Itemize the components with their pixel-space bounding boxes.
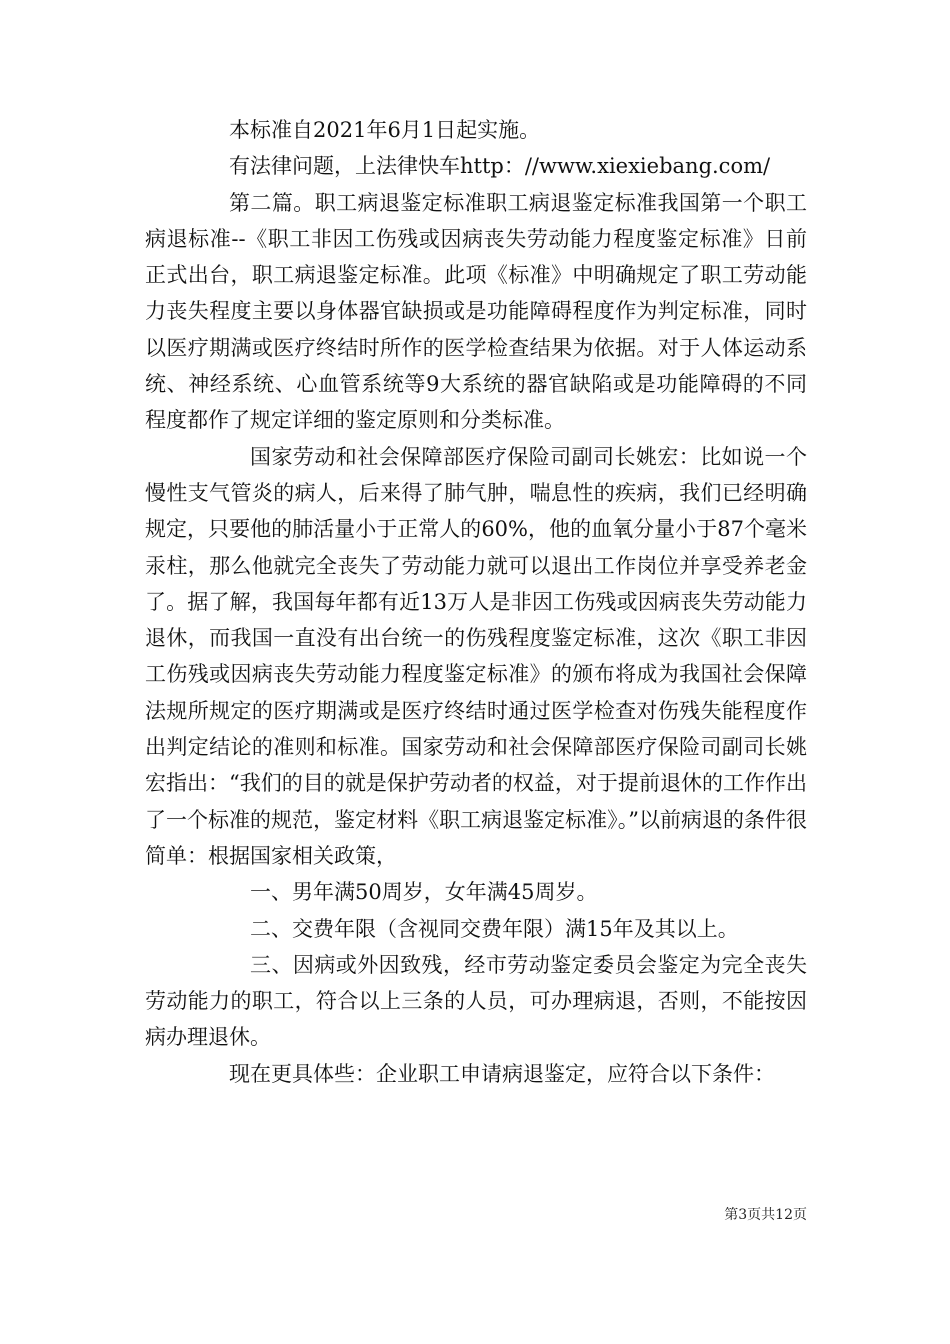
- paragraph-second-article: 第二篇。职工病退鉴定标准职工病退鉴定标准我国第一个职工病退标准--《职工非因工伤残或因病丧失劳动能力程度鉴定标准》日前正式出台，职工病退鉴定标准。此项《标准》中明确规定了职工劳动能力丧失程度主要以身体器官缺损或是功能障碍程度作为判定标准，同时以医疗期满或医疗终结时所作的医学检查结果为依据。对于人体运动系统、神经系统、心血管系统等9大系统的器官缺陷或是功能障碍的不同程度都作了规定详细的鉴定原则和分类标准。: [145, 190, 807, 433]
- paragraph-current-conditions: 现在更具体些：企业职工申请病退鉴定，应符合以下条件：: [229, 1061, 775, 1086]
- paragraph-condition-disability: 三、因病或外因致残，经市劳动鉴定委员会鉴定为完全丧失劳动能力的职工，符合以上三条的人员，可办理病退，否则，不能按因病办理退休。: [145, 952, 807, 1050]
- paragraph-official-statement: 国家劳动和社会保障部医疗保险司副司长姚宏：比如说一个慢性支气管炎的病人，后来得了肺气肿，喘息性的疾病，我们已经明确规定，只要他的肺活量小于正常人的60%，他的血氧分量小于87个毫米汞柱，那么他就完全丧失了劳动能力就可以退出工作岗位并享受养老金了。据了解，我国每年都有近13万人是非因工伤残或因病丧失劳动能力退休，而我国一直没有出台统一的伤残程度鉴定标准，这次《职工非因工伤残或因病丧失劳动能力程度鉴定标准》的颁布将成为我国社会保障法规所规定的医疗期满或是医疗终结时通过医学检查对伤残失能程度作出判定结论的准则和标准。国家劳动和社会保障部医疗保险司副司长姚宏指出：“我们的目的就是保护劳动者的权益，对于提前退休的工作作出了一个标准的规范，鉴定材料《职工病退鉴定标准》。”以前病退的条件很简单：根据国家相关政策，: [145, 444, 807, 868]
- page-number: 第3页共12页: [724, 1207, 807, 1223]
- paragraph-condition-age: 一、男年满50周岁，女年满45周岁。: [250, 880, 598, 905]
- paragraph-condition-payment: 二、交费年限（含视同交费年限）满15年及其以上。: [250, 916, 739, 941]
- paragraph-legal-link: 有法律问题，上法律快车http：//www.xiexiebang.com/: [229, 154, 771, 179]
- paragraph-effective-date: 本标准自2021年6月1日起实施。: [229, 118, 541, 142]
- document-body: [145, 112, 807, 1092]
